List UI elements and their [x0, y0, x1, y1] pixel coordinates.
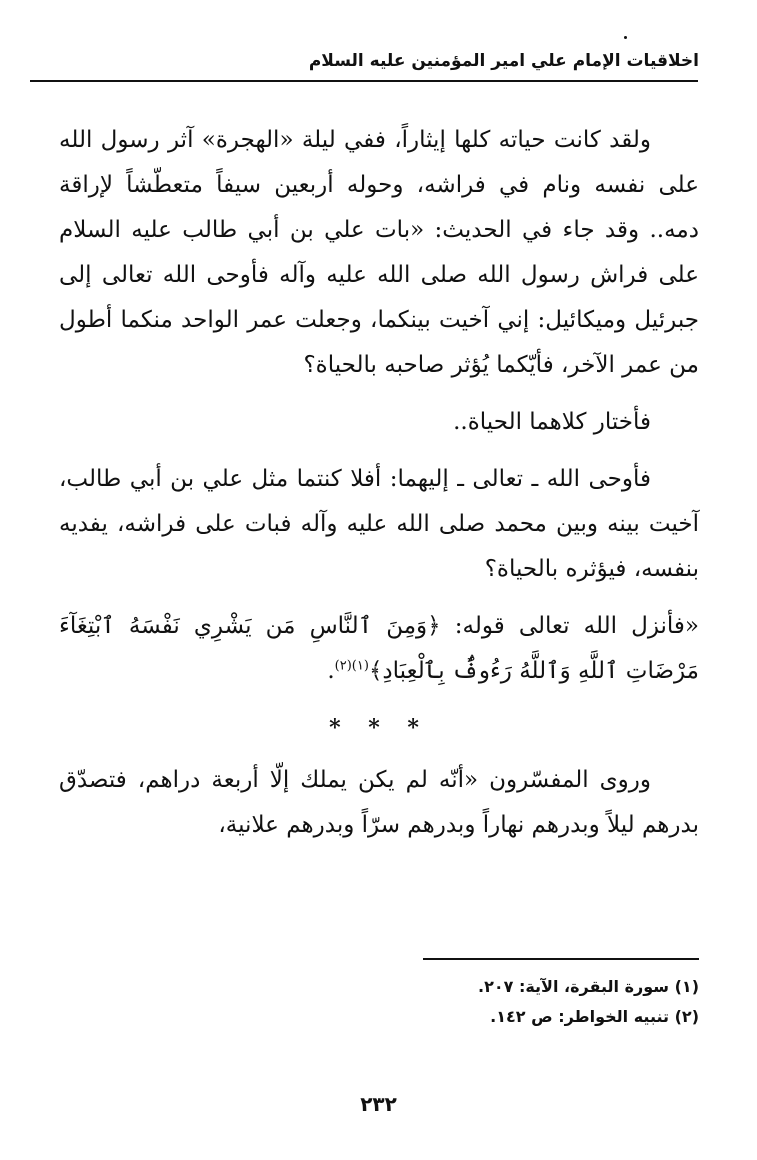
running-header: اخلاقيات الإمام علي امير المؤمنين عليه السلام — [308, 51, 699, 71]
paragraph-four-dirhams: وروى المفسّرون «أنّه لم يكن يملك إلّا أربعة دراهم، فتصدّق بدرهم ليلاً وبدرهم نهاراً وبدرهم سرّاً وبدرهم علانية، — [59, 767, 699, 838]
paragraph-revelation: فأوحى الله ـ تعالى ـ إليهما: أفلا كنتما مثل علي بن أبي طالب، آخيت بينه وبين محمد صلى الله عليه وآله فبات على فراشه، يفديه بنفسه، فيؤثره بالحياة؟ — [59, 466, 699, 582]
footnote-2: (٢) تنبيه الخواطر: ص ١٤٢. — [490, 1007, 699, 1026]
footnotes — [59, 972, 699, 1032]
page-number: ٢٣٢ — [360, 1092, 397, 1116]
paragraph-angels-choice: فأختار كلاهما الحياة.. — [453, 409, 651, 435]
section-separator: * * * — [329, 715, 429, 741]
verse-end-period: . — [327, 658, 335, 684]
footnote-reference: (١)(٢) — [334, 658, 369, 674]
print-speck — [624, 36, 627, 39]
paragraph-hijra: ولقد كانت حياته كلها إيثاراً، ففي ليلة «الهجرة» آثر رسول الله على نفسه ونام في فراشه، وحوله أربعين سيفاً متعطّشاً لإراقة دمه.. وقد جاء في الحديث: «بات علي بن أبي طالب عليه السلام على فراش رسول الله صلى الله عليه وآله فأوحى الله تعالى إلى جبرئيل وميكائيل: إني آخيت بينكما، وجعلت عمر الواحد منكما أطول من عمر الآخر، فأيّكما يُؤثر صاحبه بالحياة؟ — [59, 127, 699, 378]
main-text — [59, 118, 699, 848]
quran-verse-text: «فأنزل الله تعالى قوله: ﴿وَمِنَ ٱلنَّاسِ مَن يَشْرِي نَفْسَهُ ٱبْتِغَآءَ مَرْضَاتِ ٱللَّهِ وَٱللَّهُ رَءُوفٌۢ بِٱلْعِبَادِ﴾ — [59, 613, 699, 684]
footnote-rule — [423, 958, 699, 960]
header-rule — [30, 80, 698, 82]
paragraph-quran-verse — [59, 604, 699, 694]
footnote-1: (١) سورة البقرة، الآية: ٢٠٧. — [478, 977, 699, 996]
